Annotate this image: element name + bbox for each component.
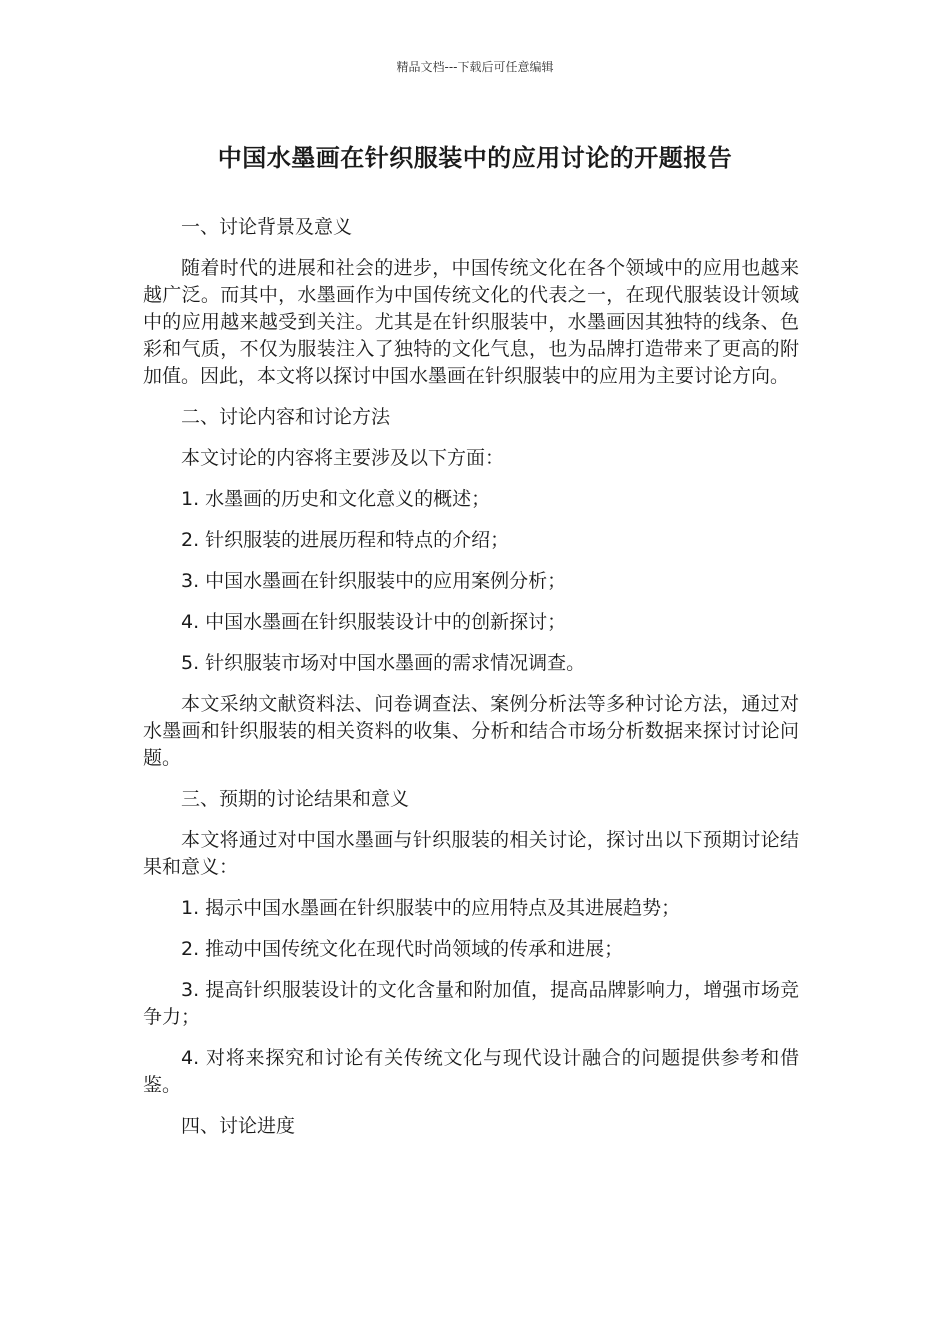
- list-item-content-1: 1. 水墨画的历史和文化意义的概述；: [181, 488, 491, 510]
- list-item-content-4: 4. 中国水墨画在针织服装设计中的创新探讨；: [181, 611, 567, 633]
- section-heading-progress: 四、讨论进度: [181, 1115, 296, 1137]
- section-heading-content-method: 二、讨论内容和讨论方法: [181, 406, 391, 428]
- list-item-content-3: 3. 中国水墨画在针织服装中的应用案例分析；: [181, 570, 567, 592]
- section-heading-background: 一、讨论背景及意义: [181, 216, 353, 238]
- paragraph-background: 随着时代的进展和社会的进步，中国传统文化在各个领域中的应用也越来越广泛。而其中，水墨画作为中国传统文化的代表之一，在现代服装设计领域中的应用越来越受到关注。尤其是在针织服装中，水墨画因其独特的线条、色彩和气质，不仅为服装注入了独特的文化气息，也为品牌打造带来了更高的附加值。因此，本文将以探讨中国水墨画在针织服装中的应用为主要讨论方向。: [143, 257, 799, 387]
- paragraph-results-intro: 本文将通过对中国水墨画与针织服装的相关讨论，探讨出以下预期讨论结果和意义：: [143, 829, 799, 878]
- list-item-result-3: 3. 提高针织服装设计的文化含量和附加值，提高品牌影响力，增强市场竞争力；: [143, 979, 799, 1028]
- list-item-content-2: 2. 针织服装的进展历程和特点的介绍；: [181, 529, 510, 551]
- section-heading-expected-results: 三、预期的讨论结果和意义: [181, 788, 410, 810]
- paragraph-method: 本文采纳文献资料法、问卷调查法、案例分析法等多种讨论方法，通过对水墨画和针织服装的相关资料的收集、分析和结合市场分析数据来探讨讨论问题。: [143, 693, 799, 769]
- list-item-content-5: 5. 针织服装市场对中国水墨画的需求情况调查。: [181, 652, 586, 674]
- list-item-result-4: 4. 对将来探究和讨论有关传统文化与现代设计融合的问题提供参考和借鉴。: [143, 1047, 799, 1096]
- list-item-result-2: 2. 推动中国传统文化在现代时尚领域的传承和进展；: [181, 938, 624, 960]
- list-item-result-1: 1. 揭示中国水墨画在针织服装中的应用特点及其进展趋势；: [181, 897, 681, 919]
- document-title: 中国水墨画在针织服装中的应用讨论的开题报告: [217, 144, 733, 172]
- document-body: [143, 214, 799, 1154]
- paragraph-content-intro: 本文讨论的内容将主要涉及以下方面：: [181, 447, 505, 469]
- page-header-note: 精品文档---下载后可任意编辑: [396, 60, 554, 74]
